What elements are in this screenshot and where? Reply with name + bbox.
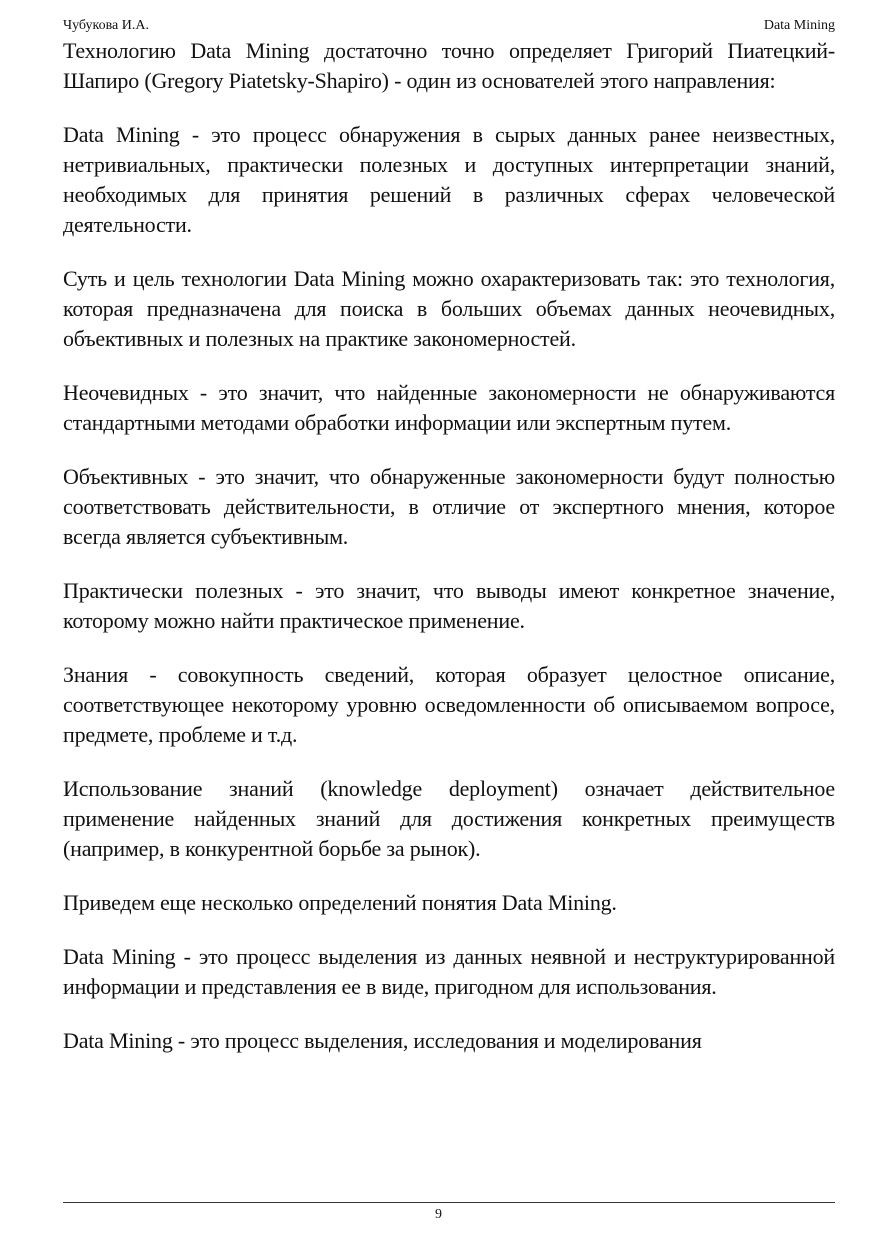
page-number: 9 xyxy=(435,1207,442,1222)
paragraph-objective: Объективных - это значит, что обнаруженные закономерности будут полностью соответствовать действительности, в отличие от экспертного мнения, которое всегда является субъективным. xyxy=(63,464,835,549)
paragraph-knowledge: Знания - совокупность сведений, которая образует целостное описание, соответствующее некоторому уровню осведомленности об описываемом вопросе, предмете, проблеме и т.д. xyxy=(63,662,835,747)
paragraph-definition-2: Data Mining - это процесс выделения из данных неявной и неструктурированной информации и представления ее в виде, пригодном для использования. xyxy=(63,944,835,999)
page-body xyxy=(63,36,835,1080)
paragraph-definition-piatetsky: Data Mining - это процесс обнаружения в сырых данных ранее неизвестных, нетривиальных, практически полезных и доступных интерпретации знаний, необходимых для принятия решений в различных сферах человеческой деятельности. xyxy=(63,122,835,237)
paragraph-definition-3: Data Mining - это процесс выделения, исследования и моделирования xyxy=(63,1028,702,1053)
header-author: Чубукова И.А. xyxy=(63,18,149,33)
paragraph-non-obvious: Неочевидных - это значит, что найденные закономерности не обнаруживаются стандартными методами обработки информации или экспертным путем. xyxy=(63,380,835,435)
paragraph-knowledge-deployment: Использование знаний (knowledge deployment) означает действительное применение найденных знаний для достижения конкретных преимуществ (например, в конкурентной борьбе за рынок). xyxy=(63,776,835,861)
paragraph-more-definitions: Приведем еще несколько определений понятия Data Mining. xyxy=(63,890,617,915)
header-subject: Data Mining xyxy=(763,18,835,33)
paragraph-practically-useful: Практически полезных - это значит, что выводы имеют конкретное значение, которому можно найти практическое применение. xyxy=(63,578,835,633)
footer-divider xyxy=(63,1202,835,1203)
page-header xyxy=(63,16,835,36)
paragraph-essence: Суть и цель технологии Data Mining можно охарактеризовать так: это технология, которая предназначена для поиска в больших объемах данных неочевидных, объективных и полезных на практике закономерностей. xyxy=(63,266,835,351)
paragraph-intro: Технологию Data Mining достаточно точно определяет Григорий Пиатецкий-Шапиро (Gregory Piatetsky-Shapiro) - один из основателей этого направления: xyxy=(63,38,835,93)
